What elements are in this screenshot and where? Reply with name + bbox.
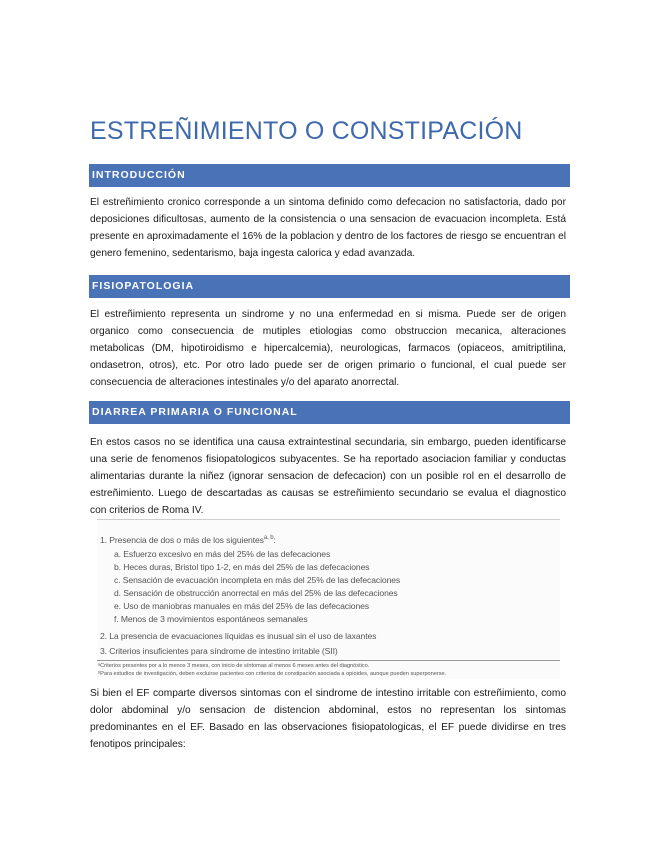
criteria-item-3: 3. Criterios insuficientes para síndrome de intestino irritable (SII) (100, 646, 338, 656)
criteria-item-1-colon: : (273, 535, 276, 545)
criteria-box (97, 520, 560, 661)
criteria-sub-item-b: b. Heces duras, Bristol tipo 1-2, en más del 25% de las defecaciones (114, 562, 370, 572)
criteria-item-1-text: 1. Presencia de dos o más de los siguientes (100, 535, 264, 545)
criteria-sub-item-e: e. Uso de maniobras manuales en más del 25% de las defecaciones (114, 601, 370, 611)
paragraph-diarrea-primaria: En estos casos no se identifica una causa extraintestinal secundaria, sin embargo, pueden identificarse una serie de fenomenos fisiopatologicos subyacentes. Se ha reportado asociacion familiar y conductas alimentarias durante la niñez (ignorar sensacion de defecacion) con un posible rol en el desarrollo de estreñimiento. Luego de descartadas as causas se estreñimiento secundario se evalua el diagnostico con criterios de Roma IV. (90, 437, 566, 516)
criteria-sub-item-a: a. Esfuerzo excesivo en más del 25% de las defecaciones (114, 549, 331, 559)
paragraph-introduccion: El estreñimiento cronico corresponde a un sintoma definido como defecacion no satisfactoria, dado por deposiciones dificultosas, aumento de la consistencia o una sensacion de evacuacion incompleta. Está presente en aproximadamente el 16% de la poblacion y dentro de los factores de riesgo se encuentran el genero femenino, sedentarismo, baja ingesta calorica y edad avanzada. (90, 197, 566, 259)
criteria-footnote-a: ᵃCriterios presentes por a lo menos 3 meses, con inicio de síntomas al menos 6 meses antes del diagnóstico. (98, 663, 370, 669)
criteria-sub-item-f: f. Menos de 3 movimientos espontáneos semanales (114, 614, 308, 624)
section-heading-diarrea-primaria: DIARREA PRIMARIA O FUNCIONAL (89, 401, 570, 424)
criteria-item-1 (100, 535, 276, 545)
rome-iv-criteria-figure (97, 519, 560, 679)
criteria-footnote-b: ᵇPara estudios de investigación, deben excluirse pacientes con criterios de constipación asociada a opioides, aunque pueden superponerse. (98, 671, 447, 677)
paragraph-closing: Si bien el EF comparte diversos sintomas con el sindrome de intestino irritable con estreñimiento, como dolor abdominal y/o sensacion de distencion abdominal, estos no representan los sintomas predominantes en el EF. Basado en las observaciones fisiopatologicas, el EF puede dividirse en tres fenotipos principales: (90, 688, 566, 750)
section-heading-fisiopatologia: FISIOPATOLOGIA (89, 275, 570, 298)
criteria-sub-item-d: d. Sensación de obstrucción anorrectal en más del 25% de las defecaciones (114, 588, 398, 598)
criteria-sub-item-c: c. Sensación de evacuación incompleta en más del 25% de las defecaciones (114, 575, 401, 585)
page-title: ESTREÑIMIENTO O CONSTIPACIÓN (90, 117, 523, 145)
criteria-item-1-superscript: a, b (263, 535, 274, 542)
section-heading-introduccion: INTRODUCCIÓN (89, 164, 570, 187)
criteria-item-2: 2. La presencia de evacuaciones líquidas es inusual sin el uso de laxantes (100, 631, 377, 641)
paragraph-fisiopatologia: El estreñimiento representa un sindrome y no una enfermedad en si misma. Puede ser de origen organico como consecuencia de mutiples etiologias como obstruccion mecanica, alteraciones metabolicas (DM, hipotiroidismo e hipercalcemia), neurologicas, farmacos (opiaceos, amitriptilina, ondasetron, otros), etc. Por otro lado puede ser de origen primario o funcional, el cual puede ser consecuencia de alteraciones intestinales y/o del aparato anorrectal. (90, 309, 566, 388)
